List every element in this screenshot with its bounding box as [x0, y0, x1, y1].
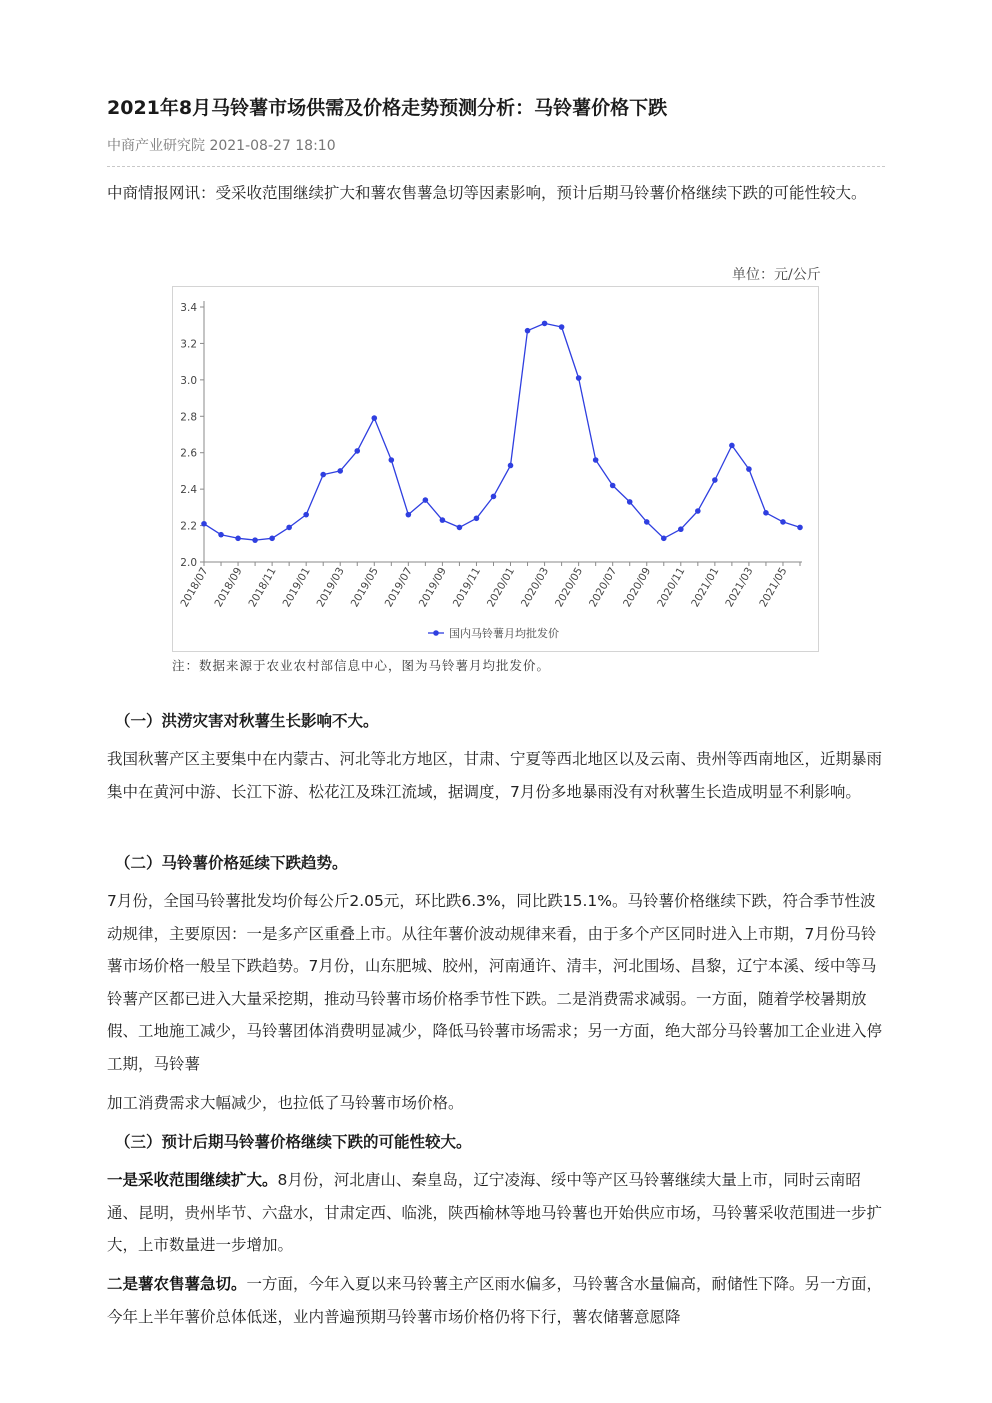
data-point — [678, 526, 684, 532]
data-point — [389, 457, 395, 463]
data-point — [644, 519, 650, 525]
y-tick-label: 2.8 — [180, 411, 197, 424]
section3-lead1: 一是采收范围继续扩大。 — [107, 1171, 278, 1189]
section3-paragraph1 — [107, 1164, 887, 1262]
y-tick-label: 3.2 — [180, 338, 197, 351]
unit-label: 单位：元/公斤 — [732, 267, 821, 283]
x-tick-label: 2019/09 — [416, 565, 449, 610]
data-point — [542, 321, 548, 327]
data-point — [610, 483, 616, 489]
y-tick-label: 2.6 — [180, 447, 197, 460]
data-point — [729, 443, 735, 449]
y-tick-label: 3.0 — [180, 374, 197, 387]
data-point — [746, 466, 752, 472]
data-point — [201, 521, 207, 527]
data-point — [576, 375, 582, 381]
legend-swatch-marker — [433, 630, 439, 636]
x-tick-label: 2020/05 — [553, 565, 586, 610]
price-chart-svg — [173, 287, 818, 651]
data-point — [627, 499, 633, 505]
data-point — [474, 515, 480, 521]
data-point — [763, 510, 769, 516]
section3-heading: （三）预计后期马铃薯价格继续下跌的可能性较大。 — [115, 1133, 472, 1151]
series-line — [204, 323, 800, 540]
section2-paragraph-cont: 加工消费需求大幅减少，也拉低了马铃薯市场价格。 — [107, 1094, 464, 1112]
data-point — [525, 328, 531, 334]
data-point — [320, 472, 326, 478]
y-tick-label: 2.2 — [180, 520, 197, 533]
x-tick-label: 2019/01 — [280, 565, 313, 610]
data-point — [440, 517, 446, 523]
data-point — [797, 525, 803, 531]
y-tick-label: 2.4 — [180, 484, 197, 497]
data-point — [406, 512, 412, 518]
data-point — [695, 508, 701, 514]
data-point — [559, 324, 565, 330]
data-point — [337, 468, 343, 474]
x-tick-label: 2021/05 — [757, 565, 790, 610]
article-title: 2021年8月马铃薯市场供需及价格走势预测分析：马铃薯价格下跌 — [107, 97, 668, 119]
data-point — [712, 477, 718, 483]
x-tick-label: 2020/09 — [621, 565, 654, 610]
x-tick-label: 2018/09 — [212, 565, 245, 610]
chart-line-layer — [204, 323, 800, 540]
x-tick-label: 2019/07 — [382, 565, 415, 610]
x-tick-label: 2019/11 — [450, 565, 484, 610]
x-tick-label: 2019/03 — [314, 565, 347, 610]
x-tick-label: 2021/01 — [689, 565, 722, 610]
data-point — [218, 532, 224, 538]
x-tick-label: 2020/11 — [655, 565, 688, 610]
article-meta: 中商产业研究院 2021-08-27 18:10 — [107, 138, 336, 154]
data-point — [303, 512, 309, 518]
data-point — [371, 415, 377, 421]
section3-lead2: 二是薯农售薯急切。 — [107, 1275, 247, 1293]
price-chart — [172, 286, 819, 652]
data-point — [593, 457, 599, 463]
x-tick-label: 2020/03 — [518, 565, 552, 610]
section1-paragraph: 我国秋薯产区主要集中在内蒙古、河北等北方地区，甘肃、宁夏等西北地区以及云南、贵州等西南地区，近期暴雨集中在黄河中游、长江下游、松花江及珠江流域，据调度，7月份多地暴雨没有对秋薯生长造成明显不利影响。 — [107, 750, 883, 801]
x-tick-label: 2019/05 — [348, 565, 381, 610]
x-tick-label: 2020/01 — [484, 565, 518, 610]
chart-points-layer — [201, 321, 803, 543]
x-tick-label: 2018/11 — [246, 565, 279, 610]
chart-source-note: 注：数据来源于农业农村部信息中心，图为马铃薯月均批发价。 — [172, 658, 551, 673]
intro-paragraph: 中商情报网讯：受采收范围继续扩大和薯农售薯急切等因素影响，预计后期马铃薯价格继续下跌的可能性较大。 — [107, 184, 867, 202]
data-point — [252, 537, 258, 543]
data-point — [780, 519, 786, 525]
section3-text1: 8月份，河北唐山、秦皇岛，辽宁凌海、绥中等产区马铃薯继续大量上市，同时云南昭通、昆明，贵州毕节、六盘水，甘肃定西、临洮，陕西榆林等地马铃薯也开始供应市场，马铃薯采收范围进一步扩大，上市数量进一步增加。 — [107, 1171, 883, 1254]
section3-paragraph2 — [107, 1268, 887, 1333]
x-tick-label: 2021/03 — [723, 565, 756, 610]
data-point — [269, 536, 275, 542]
data-point — [457, 525, 463, 531]
data-point — [508, 463, 514, 469]
legend-label: 国内马铃薯月均批发价 — [449, 627, 559, 640]
y-tick-label: 3.4 — [180, 302, 197, 314]
section3-text2: 一方面，今年入夏以来马铃薯主产区雨水偏多，马铃薯含水量偏高，耐储性下降。另一方面，今年上半年薯价总体低迷，业内普遍预期马铃薯市场价格仍将下行，薯农储薯意愿降 — [107, 1275, 883, 1326]
divider — [107, 166, 885, 167]
data-point — [423, 497, 429, 503]
x-tick-label: 2018/07 — [178, 565, 211, 610]
y-tick-label: 2.0 — [180, 557, 197, 569]
data-point — [354, 448, 360, 454]
section2-paragraph: 7月份，全国马铃薯批发均价每公斤2.05元，环比跌6.3%，同比跌15.1%。马铃薯价格继续下跌，符合季节性波动规律，主要原因：一是多产区重叠上市。从往年薯价波动规律来看，由于多个产区同时进入上市期，7月份马铃薯市场价格一般呈下跌趋势。7月份，山东肥城、胶州，河南通许、清丰，河北围场、昌黎，辽宁本溪、绥中等马铃薯产区都已进入大量采挖期，推动马铃薯市场价格季节性下跌。二是消费需求减弱。一方面，随着学校暑期放假、工地施工减少，马铃薯团体消费明显减少，降低马铃薯市场需求；另一方面，绝大部分马铃薯加工企业进入停工期，马铃薯 — [107, 892, 883, 1073]
x-tick-label: 2020/07 — [587, 565, 620, 610]
data-point — [286, 525, 292, 531]
data-point — [235, 536, 241, 542]
chart-legend — [428, 626, 559, 640]
section2-heading: （二）马铃薯价格延续下跌趋势。 — [115, 854, 348, 872]
data-point — [661, 536, 667, 542]
data-point — [491, 494, 497, 500]
section1-heading: （一）洪涝灾害对秋薯生长影响不大。 — [115, 712, 379, 730]
chart-axes — [178, 301, 802, 609]
